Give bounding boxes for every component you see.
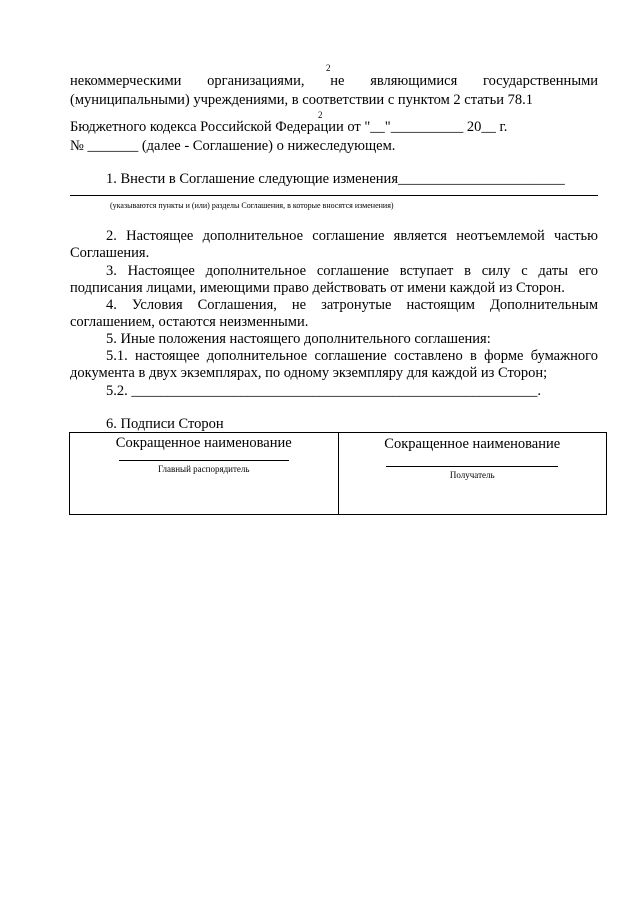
item-4-line-2: соглашением, остаются неизменными. <box>70 314 309 330</box>
item-1-note: (указываются пункты и (или) разделы Соглашения, в которые вносятся изменения) <box>110 201 394 210</box>
intro-line-2: (муниципальными) учреждениями, в соответствии с пунктом 2 статьи 78.1 <box>70 92 534 108</box>
item-5-2: 5.2. ________________________________________________________. <box>106 383 541 399</box>
signature-cell-right <box>338 433 607 515</box>
signatures-table <box>69 432 607 515</box>
item-3-line-1: 3. Настоящее дополнительное соглашение вступает в силу с даты его <box>106 263 598 279</box>
item-1: 1. Внести в Соглашение следующие изменения_______________________ <box>106 171 565 187</box>
left-party-title: Сокращенное наименование <box>115 435 292 451</box>
intro-line-4: № _______ (далее - Соглашение) о нижеследующем. <box>70 138 396 154</box>
signature-cell-left <box>70 433 339 515</box>
left-party-role: Главный распорядитель <box>157 464 250 474</box>
item-3-line-2: подписания лицами, имеющими право действовать от имени каждой из Сторон. <box>70 280 565 296</box>
right-party-role: Получатель <box>449 470 495 480</box>
left-signature-line <box>119 460 289 461</box>
item-6: 6. Подписи Сторон <box>106 416 224 432</box>
item-2-line-1: 2. Настоящее дополнительное соглашение является неотъемлемой частью <box>106 228 598 244</box>
item-2-line-2: Соглашения. <box>70 245 150 261</box>
intro-superscript: 2 <box>318 110 323 120</box>
item-1-blank-line <box>70 195 598 196</box>
item-5: 5. Иные положения настоящего дополнительного соглашения: <box>106 331 491 347</box>
item-5-1-line-2: документа в двух экземплярах, по одному экземпляру для каждой из Сторон; <box>70 365 548 381</box>
right-signature-line <box>386 466 558 467</box>
page-number: 2 <box>326 63 331 73</box>
item-5-1-line-1: 5.1. настоящее дополнительное соглашение составлено в форме бумажного <box>106 348 598 364</box>
item-4-line-1: 4. Условия Соглашения, не затронутые настоящим Дополнительным <box>106 297 598 313</box>
right-party-title: Сокращенное наименование <box>384 436 561 452</box>
intro-line-1: некоммерческими организациями, не являющимися государственными <box>70 73 598 89</box>
intro-line-3: Бюджетного кодекса Российской Федерации от "__"__________ 20__ г. <box>70 119 508 135</box>
